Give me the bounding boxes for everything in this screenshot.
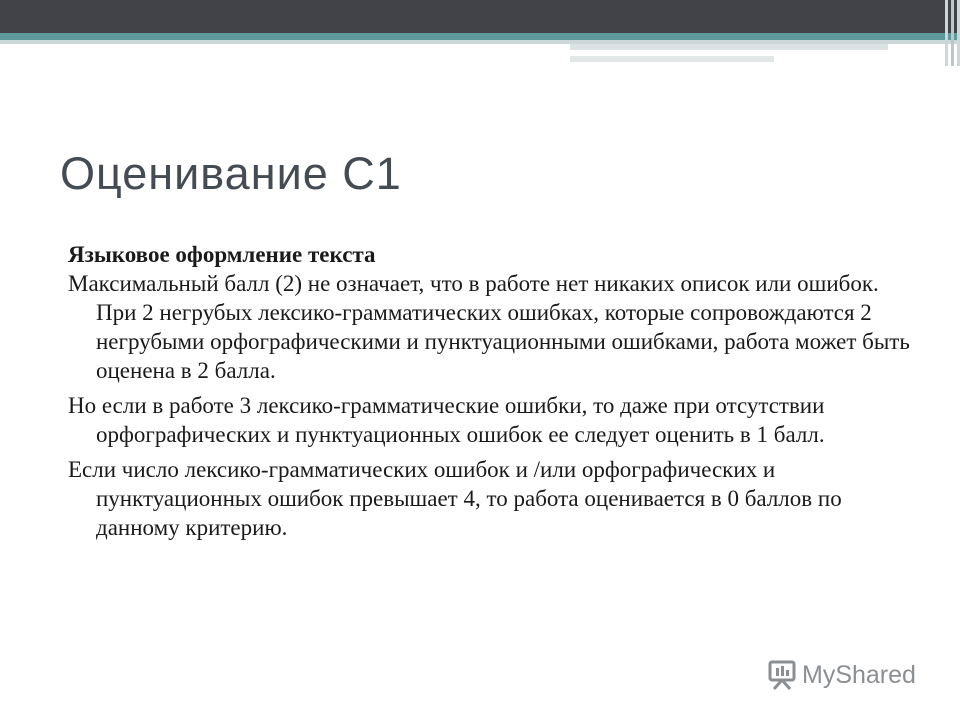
accent-line-shorter	[570, 56, 774, 62]
myshared-logo-icon	[768, 660, 796, 690]
body-paragraph: Максимальный балл (2) не означает, что в работе нет никаких описок или ошибок. При 2 негрубых лексико-грамматических ошибках, которые сопровождаются 2 негрубыми орфографическими и пунктуационными ошибками, работа может быть оценена в 2 балла.	[68, 271, 910, 383]
accent-line	[0, 33, 960, 40]
slide-body	[68, 240, 918, 542]
stripe	[945, 0, 948, 66]
watermark-text: MyShared	[802, 660, 916, 689]
stripe	[951, 0, 954, 66]
top-decorative-band	[0, 0, 960, 33]
accent-line-short	[570, 44, 888, 50]
corner-stripes	[924, 0, 960, 66]
body-paragraph: Если число лексико-грамматических ошибок и /или орфографических и пунктуационных ошибок превышает 4, то работа оценивается в 0 баллов по данному критерию.	[68, 457, 842, 540]
slide-title: Оценивание С1	[60, 148, 402, 199]
body-paragraph: Но если в работе 3 лексико-грамматические ошибки, то даже при отсутствии орфографических и пунктуационных ошибок ее следует оценить в 1 балл.	[68, 393, 825, 447]
section-heading: Языковое оформление текста	[68, 242, 376, 267]
watermark	[768, 658, 916, 692]
